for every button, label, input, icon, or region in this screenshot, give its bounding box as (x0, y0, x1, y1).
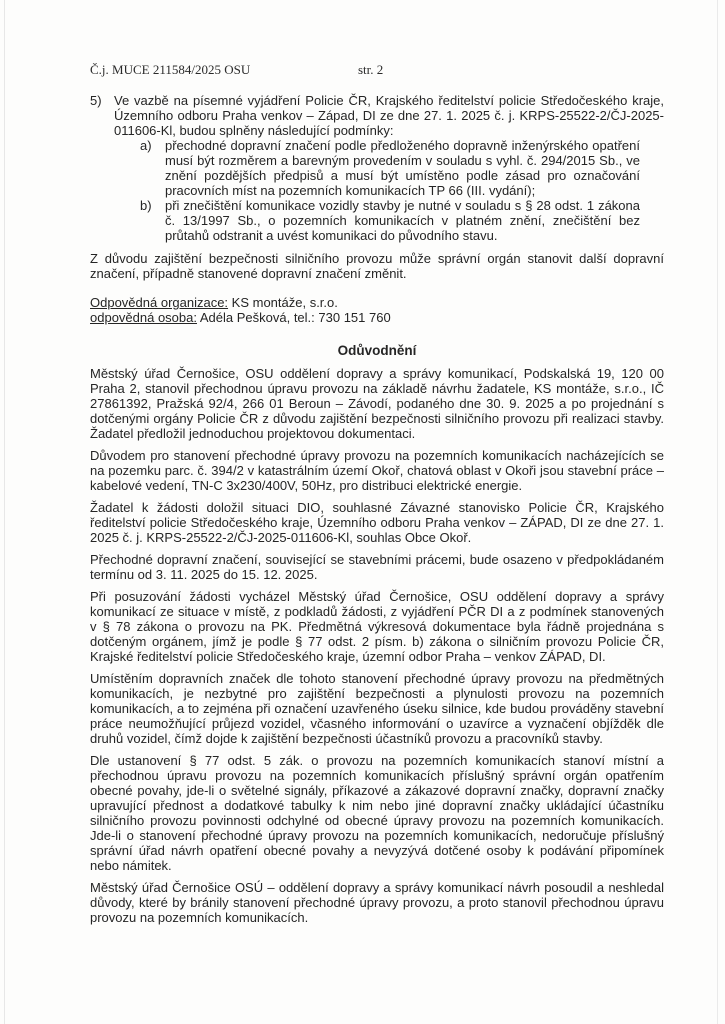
page-number: str. 2 (358, 62, 384, 77)
condition-item-5 (90, 93, 664, 138)
document-content (90, 62, 664, 925)
responsible-person-label: odpovědná osoba: (90, 310, 197, 325)
responsible-person-value: Adéla Pešková, tel.: 730 151 760 (196, 310, 391, 325)
section-heading-oduvodneni: Odůvodnění (337, 343, 417, 358)
condition-item-5-intro: Ve vazbě na písemné vyjádření Policie ČR, Krajského ředitelství policie Středočeského kraje, Územního odboru Praha venkov – Západ, DI ze dne 27. 1. 2025 č. j. KRPS-25522-2/ČJ-2025-011606-Kl, budou splněny následující podmínky: (114, 93, 664, 138)
reference-number: Č.j. MUCE 211584/2025 OSU (90, 62, 251, 77)
list-marker-b: b) (140, 198, 152, 213)
responsible-organization-label: Odpovědná organizace: (90, 295, 229, 310)
body-paragraph-3: Žadatel k žádosti doložil situaci DIO, souhlasné Závazné stanovisko Policie ČR, Krajského ředitelství policie Středočeského kraje, Územního odboru Praha venkov – ZÁPAD, DI ze dne 27. 1. 2025 č. j. KRPS-25522-2/ČJ-2025-011606-Kl, souhlas Obce Okoř. (90, 500, 664, 545)
body-paragraph-8: Městský úřad Černošice OSÚ – oddělení dopravy a správy komunikací návrh posoudil a neshledal důvody, které by bránily stanovení přechodné úpravy provozu, a proto stanovil přechodnou úpravu provozu na pozemních komunikacích. (90, 880, 664, 925)
body-paragraph-7: Dle ustanovení § 77 odst. 5 zák. o provozu na pozemních komunikacích stanoví místní a přechodnou úpravu provozu na pozemních komunikacích příslušný správní orgán opatřením obecné povahy, jde-li o světelné signály, příkazové a zákazové dopravní značky, dopravní značky upravující přednost a dodatkové tabulky k nim nebo jiné dopravní značky ukládající účastníku silničního provozu povinnosti odchylné od obecné úpravy provozu na pozemních komunikacích. Jde-li o stanovení přechodné úpravy provozu na pozemních komunikacích, nedoručuje příslušný správní úřad návrh opatření obecné povahy a nevyzývá dotčené osoby k podávání připomínek nebo námitek. (90, 753, 664, 873)
condition-subitem-b-text: při znečištění komunikace vozidly stavby je nutné v souladu s § 28 odst. 1 zákona č. 13/1997 Sb., o pozemních komunikacích v platném znění, znečištění bez průtahů odstranit a uvést komunikaci do původního stavu. (165, 198, 640, 243)
responsible-organization-line (90, 295, 664, 310)
responsible-person-line (90, 310, 664, 325)
body-paragraph-6: Umístěním dopravních značek dle tohoto stanovení přechodné úpravy provozu na předmětných komunikacích, je nezbytné pro zajištění bezpečnosti a plynulosti provozu na pozemních komunikacích, a to zejména při označení uzavřeného úseku silnice, kde budou prováděny stavební práce neumožňující průjezd vozidel, včasného informování o uzavírce a vyznačení objížděk dle druhů vozidel, čímž dojde k zajištění bezpečnosti účastníků provozu a pracovníků stavby. (90, 671, 664, 746)
list-marker-a: a) (140, 138, 152, 153)
document-header (90, 62, 664, 77)
list-marker-5: 5) (90, 93, 102, 108)
body-paragraph-5: Při posuzování žádosti vycházel Městský úřad Černošice, OSU oddělení dopravy a správy komunikací ze situace v místě, z podkladů žádosti, z vyjádření PČR DI a z podmínek stanovených v § 78 zákona o provozu na PK. Předmětná výkresová dokumentace byla řádně projednána s dotčeným orgánem, jímž je podle § 77 odst. 2 písm. b) zákona o silničním provozu Policie ČR, Krajské ředitelství policie Středočeského kraje, územní odbor Praha – venkov ZÁPAD, DI. (90, 589, 664, 664)
condition-item-5-body (114, 93, 664, 138)
body-paragraph-1: Městský úřad Černošice, OSU oddělení dopravy a správy komunikací, Podskalská 19, 120 00 Praha 2, stanovil přechodnou úpravu provozu na základě návrhu žadatele, KS montáže, s.r.o., IČ 27861392, Pražská 92/4, 266 01 Beroun – Závodí, podaného dne 30. 9. 2025 a po projednání s dotčenými orgány Policie ČR z důvodu zajištění bezpečnosti silničního provozu při realizaci stavby. Žadatel předložil jednoduchou projektovou dokumentaci. (90, 366, 664, 441)
body-paragraph-4: Přechodné dopravní značení, související se stavebními prácemi, bude osazeno v předpokládaném termínu od 3. 11. 2025 do 15. 12. 2025. (90, 552, 664, 582)
body-paragraph-2: Důvodem pro stanovení přechodné úpravy provozu na pozemních komunikacích nacházejících se na pozemku parc. č. 394/2 v katastrálním území Okoř, chatová oblast v Okoři jsou stavební práce – kabelové vedení, TN-C 3x230/400V, 50Hz, pro distribuci elektrické energie. (90, 448, 664, 493)
scan-edge-artifact-left (4, 0, 5, 1024)
note-paragraph: Z důvodu zajištění bezpečnosti silničního provozu může správní orgán stanovit další dopravní značení, případně stanovené dopravní značení změnit. (90, 251, 664, 281)
condition-subitem-b (140, 198, 640, 243)
responsible-organization-value: KS montáže, s.r.o. (228, 295, 338, 310)
condition-subitem-a (140, 138, 640, 198)
responsible-block (90, 295, 664, 325)
scan-edge-artifact-right (717, 0, 718, 1024)
condition-subitem-a-text: přechodné dopravní značení podle předloženého dopravně inženýrského opatření musí být rozměrem a barevným provedením v souladu s vyhl. č. 294/2015 Sb., ve znění pozdějších předpisů a musí být umístěno podle zásad pro označování pracovních míst na pozemních komunikacích TP 66 (III. vydání); (165, 138, 640, 198)
